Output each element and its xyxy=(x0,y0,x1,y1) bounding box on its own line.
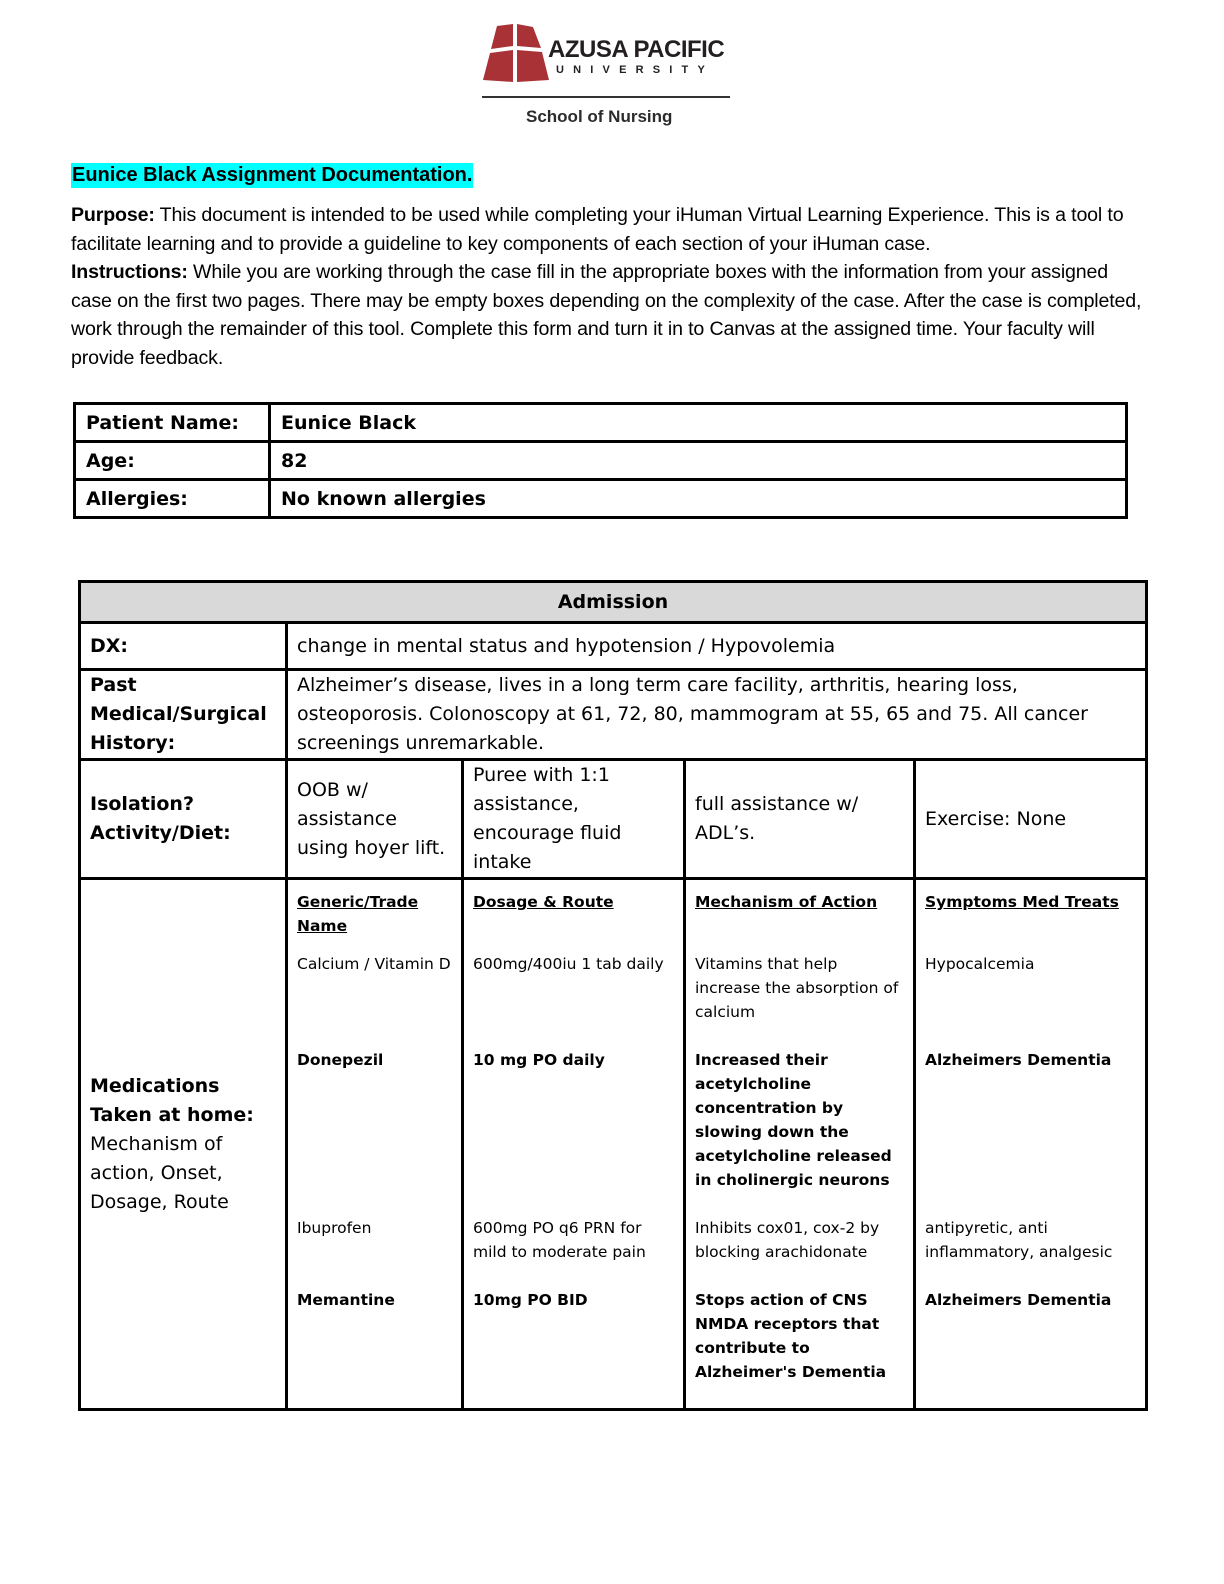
med-treats-column xyxy=(915,879,1147,1410)
table-row xyxy=(75,480,1127,518)
purpose-paragraph xyxy=(71,201,1151,258)
table-row xyxy=(80,760,1147,879)
med-mechanism-column xyxy=(685,879,915,1410)
med-treats-header: Symptoms Med Treats xyxy=(925,893,1119,911)
table-row xyxy=(75,404,1127,442)
logo-divider xyxy=(482,96,730,98)
med-dosage-header: Dosage & Route xyxy=(473,893,614,911)
med-mechanism-header: Mechanism of Action xyxy=(695,893,878,911)
medications-label xyxy=(80,879,287,1410)
document-title: Eunice Black Assignment Documentation. xyxy=(72,164,473,186)
med-name: Calcium / Vitamin D xyxy=(297,955,451,973)
table-row xyxy=(80,670,1147,760)
university-logo xyxy=(480,24,732,132)
medications-label-bold: Medications Taken at home: xyxy=(90,1074,254,1126)
table-row xyxy=(80,879,1147,1410)
instructions-label: Instructions: xyxy=(71,261,188,284)
med-mechanism: Inhibits cox01, cox-2 by blocking arachidonate xyxy=(695,1219,880,1261)
med-treats: Hypocalcemia xyxy=(925,955,1035,973)
instructions-text: While you are working through the case fill in the appropriate boxes with the information from your assigned case on the first two pages. There may be empty boxes depending on the complexity of the case. After the case is completed, work through the remainder of this tool. Complete this form and turn it in to Canvas at the assigned time. Your faculty will provide feedback. xyxy=(71,261,1142,369)
allergies-label: Allergies: xyxy=(75,480,270,518)
diet-cell: Puree with 1:1 assistance, encourage fluid intake xyxy=(463,760,685,879)
med-mechanism: Stops action of CNS NMDA receptors that contribute to Alzheimer's Dementia xyxy=(695,1291,887,1381)
med-treats: Alzheimers Dementia xyxy=(925,1291,1112,1309)
patient-name-label: Patient Name: xyxy=(75,404,270,442)
history-value: Alzheimer’s disease, lives in a long term care facility, arthritis, hearing loss, osteoporosis. Colonoscopy at 61, 72, 80, mammogram at 55, 65 and 75. All cancer screenings unremarkable. xyxy=(287,670,1147,760)
med-dosage: 10 mg PO daily xyxy=(473,1051,605,1069)
med-mechanism: Vitamins that help increase the absorption of calcium xyxy=(695,955,899,1021)
med-mechanism: Increased their acetylcholine concentration by slowing down the acetylcholine released in cholinergic neurons xyxy=(695,1051,892,1189)
logo-university-subtitle: UNIVERSITY xyxy=(556,64,715,76)
adl-cell: full assistance w/ ADL’s. xyxy=(685,760,915,879)
dx-label: DX: xyxy=(80,623,287,670)
med-name-column xyxy=(287,879,463,1410)
patient-name-value: Eunice Black xyxy=(270,404,1127,442)
admission-table xyxy=(78,580,1148,1411)
med-name: Memantine xyxy=(297,1291,395,1309)
purpose-label: Purpose: xyxy=(71,204,155,226)
med-dosage: 600mg PO q6 PRN for mild to moderate pain xyxy=(473,1219,646,1261)
isolation-label: Isolation? xyxy=(90,793,194,815)
table-row xyxy=(75,442,1127,480)
allergies-value: No known allergies xyxy=(270,480,1127,518)
purpose-text: This document is intended to be used while completing your iHuman Virtual Learning Experience. This is a tool to facilitate learning and to provide a guideline to key components of each section of your iHuman case. xyxy=(71,204,1124,255)
med-dosage-column xyxy=(463,879,685,1410)
med-name-header: Generic/Trade Name xyxy=(297,893,419,935)
med-treats: Alzheimers Dementia xyxy=(925,1051,1112,1069)
intro-text xyxy=(71,201,1151,373)
age-label: Age: xyxy=(75,442,270,480)
med-dosage: 600mg/400iu 1 tab daily xyxy=(473,955,664,973)
admission-heading: Admission xyxy=(80,582,1147,623)
dx-value: change in mental status and hypotension / Hypovolemia xyxy=(287,623,1147,670)
history-label: Past Medical/Surgical History: xyxy=(80,670,287,760)
instructions-paragraph xyxy=(71,258,1151,372)
med-dosage: 10mg PO BID xyxy=(473,1291,588,1309)
med-name: Donepezil xyxy=(297,1051,384,1069)
activity-cell: OOB w/ assistance using hoyer lift. xyxy=(287,760,463,879)
med-name: Ibuprofen xyxy=(297,1219,372,1237)
activity-label xyxy=(80,760,287,879)
table-row xyxy=(80,623,1147,670)
logo-department: School of Nursing xyxy=(526,107,673,126)
activity-diet-label: Activity/Diet: xyxy=(90,822,231,844)
medications-label-rest: Mechanism of action, Onset, Dosage, Route xyxy=(90,1132,229,1213)
logo-university-name: AZUSA PACIFIC xyxy=(548,36,725,63)
exercise-cell: Exercise: None xyxy=(915,760,1147,879)
med-treats: antipyretic, anti inflammatory, analgesic xyxy=(925,1219,1113,1261)
table-row xyxy=(80,582,1147,623)
age-value: 82 xyxy=(270,442,1127,480)
cross-shield-icon xyxy=(483,24,549,84)
patient-info-table xyxy=(73,402,1128,519)
